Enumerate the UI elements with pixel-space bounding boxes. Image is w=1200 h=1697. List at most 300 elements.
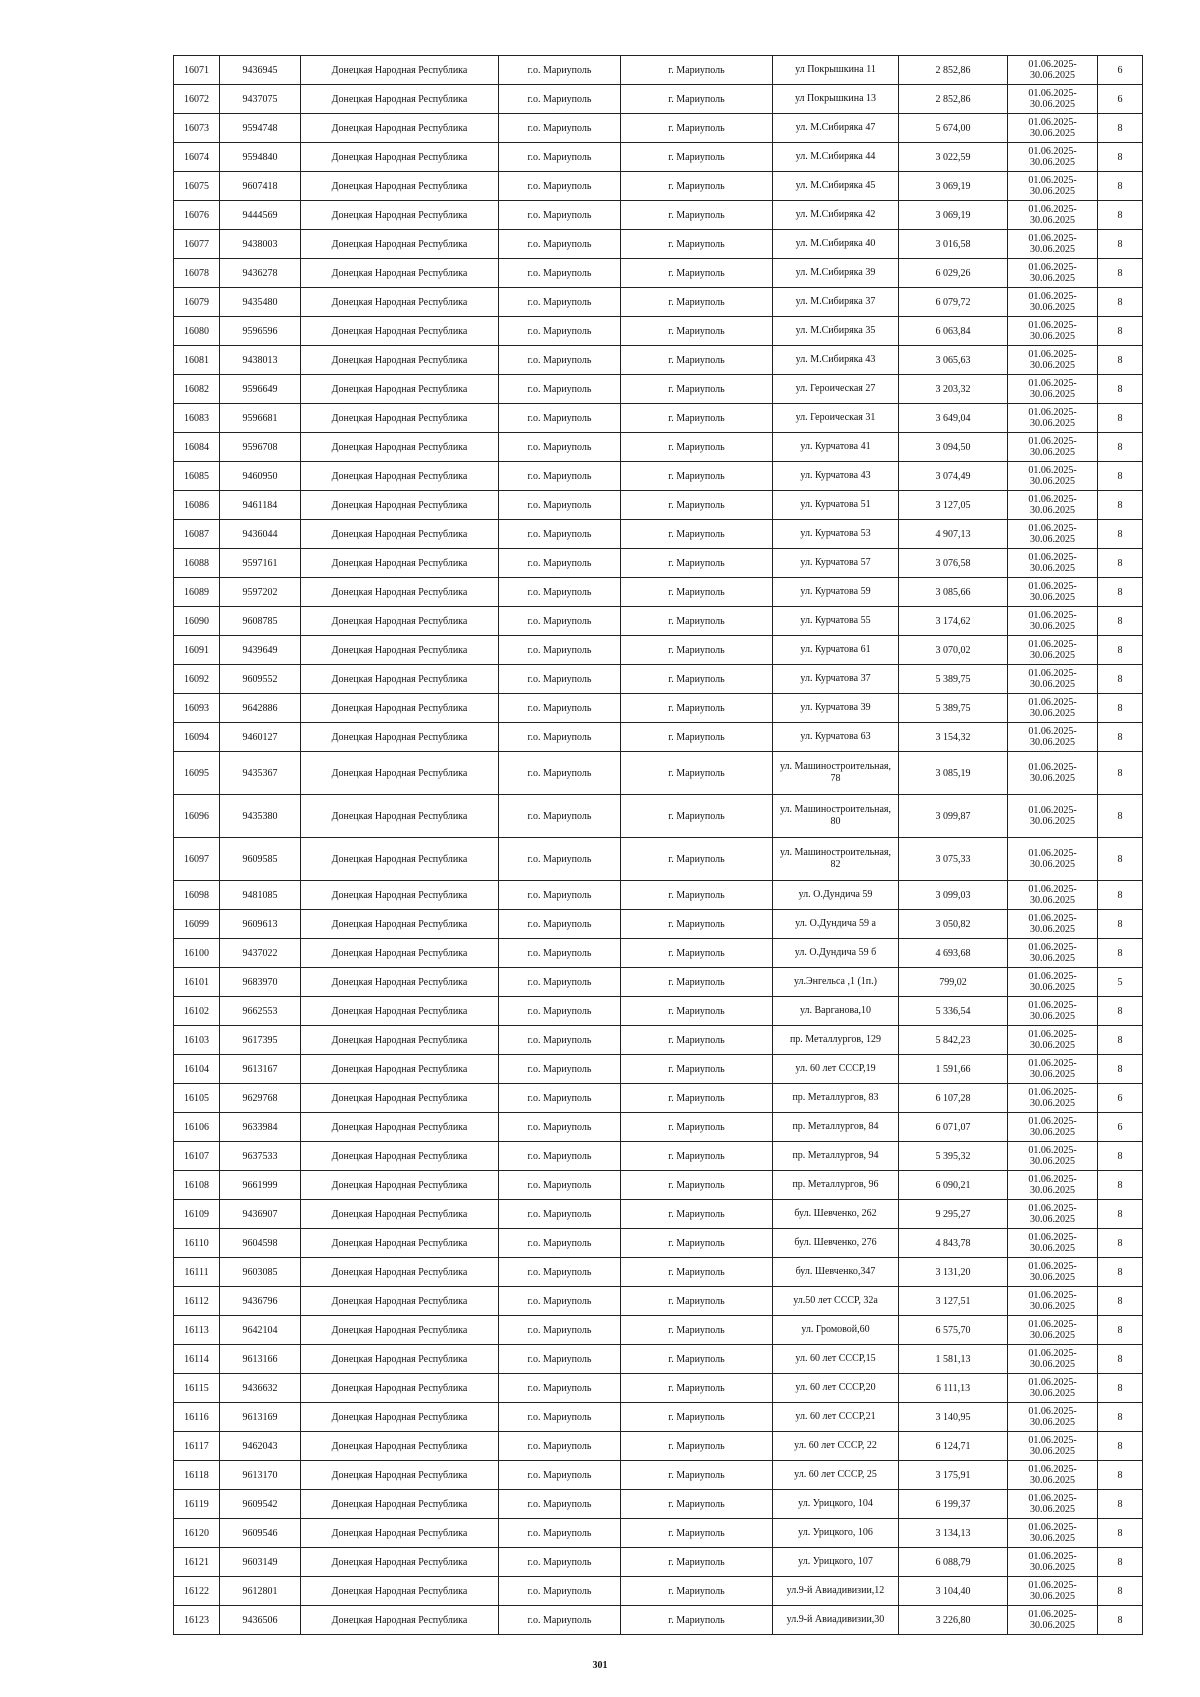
period-cell <box>1008 114 1098 143</box>
row-number: 16072 <box>174 85 220 114</box>
period-cell <box>1008 968 1098 997</box>
address-cell: ул. Курчатова 61 <box>773 636 899 665</box>
period-end: 30.06.2025 <box>1030 534 1075 545</box>
count-cell: 8 <box>1098 404 1143 433</box>
address-cell: пр. Металлургов, 84 <box>773 1113 899 1142</box>
amount-cell: 6 124,71 <box>899 1432 1008 1461</box>
period-start: 01.06.2025- <box>1028 848 1077 859</box>
region-cell: Донецкая Народная Республика <box>301 1026 499 1055</box>
count-cell: 8 <box>1098 1229 1143 1258</box>
account-id: 9439649 <box>220 636 301 665</box>
row-number: 16122 <box>174 1577 220 1606</box>
period-cell <box>1008 230 1098 259</box>
account-id: 9609585 <box>220 838 301 881</box>
region-cell: Донецкая Народная Республика <box>301 172 499 201</box>
count-cell: 8 <box>1098 288 1143 317</box>
amount-cell: 6 029,26 <box>899 259 1008 288</box>
count-cell: 8 <box>1098 997 1143 1026</box>
city-cell: г. Мариуполь <box>621 201 773 230</box>
account-id: 9642104 <box>220 1316 301 1345</box>
region-cell: Донецкая Народная Республика <box>301 881 499 910</box>
count-cell: 8 <box>1098 172 1143 201</box>
count-cell: 8 <box>1098 259 1143 288</box>
period-start: 01.06.2025- <box>1028 1203 1077 1214</box>
table-row <box>174 1374 1143 1403</box>
account-id: 9461184 <box>220 491 301 520</box>
city-cell: г. Мариуполь <box>621 607 773 636</box>
city-cell: г. Мариуполь <box>621 143 773 172</box>
row-number: 16071 <box>174 56 220 85</box>
table-row <box>174 491 1143 520</box>
period-end: 30.06.2025 <box>1030 1272 1075 1283</box>
amount-cell: 3 226,80 <box>899 1606 1008 1635</box>
row-number: 16098 <box>174 881 220 910</box>
district-cell: г.о. Мариуполь <box>499 968 621 997</box>
count-cell: 8 <box>1098 114 1143 143</box>
account-id: 9436945 <box>220 56 301 85</box>
count-cell: 8 <box>1098 795 1143 838</box>
district-cell: г.о. Мариуполь <box>499 795 621 838</box>
count-cell: 6 <box>1098 85 1143 114</box>
period-cell <box>1008 1577 1098 1606</box>
period-end: 30.06.2025 <box>1030 1417 1075 1428</box>
row-number: 16096 <box>174 795 220 838</box>
amount-cell: 3 069,19 <box>899 201 1008 230</box>
region-cell: Донецкая Народная Республика <box>301 433 499 462</box>
district-cell: г.о. Мариуполь <box>499 752 621 795</box>
city-cell: г. Мариуполь <box>621 1606 773 1635</box>
city-cell: г. Мариуполь <box>621 491 773 520</box>
city-cell: г. Мариуполь <box>621 723 773 752</box>
address-cell: ул. Машиностроительная, 82 <box>773 838 899 881</box>
account-id: 9436796 <box>220 1287 301 1316</box>
address-cell: ул. 60 лет СССР, 22 <box>773 1432 899 1461</box>
period-end: 30.06.2025 <box>1030 1591 1075 1602</box>
table-row <box>174 1490 1143 1519</box>
region-cell: Донецкая Народная Республика <box>301 1432 499 1461</box>
period-cell <box>1008 939 1098 968</box>
period-start: 01.06.2025- <box>1028 805 1077 816</box>
address-cell: ул. Курчатова 41 <box>773 433 899 462</box>
period-start: 01.06.2025- <box>1028 88 1077 99</box>
account-id: 9629768 <box>220 1084 301 1113</box>
address-cell: ул. Курчатова 37 <box>773 665 899 694</box>
period-end: 30.06.2025 <box>1030 1156 1075 1167</box>
account-id: 9594840 <box>220 143 301 172</box>
address-cell: бул. Шевченко, 276 <box>773 1229 899 1258</box>
records-table <box>173 55 1143 1635</box>
row-number: 16111 <box>174 1258 220 1287</box>
amount-cell: 6 107,28 <box>899 1084 1008 1113</box>
table-row <box>174 795 1143 838</box>
address-cell: пр. Металлургов, 94 <box>773 1142 899 1171</box>
count-cell: 8 <box>1098 1577 1143 1606</box>
period-start: 01.06.2025- <box>1028 1406 1077 1417</box>
district-cell: г.о. Мариуполь <box>499 230 621 259</box>
district-cell: г.о. Мариуполь <box>499 172 621 201</box>
district-cell: г.о. Мариуполь <box>499 1200 621 1229</box>
amount-cell: 6 090,21 <box>899 1171 1008 1200</box>
table-row <box>174 1548 1143 1577</box>
district-cell: г.о. Мариуполь <box>499 1374 621 1403</box>
district-cell: г.о. Мариуполь <box>499 404 621 433</box>
account-id: 9608785 <box>220 607 301 636</box>
address-cell: ул.50 лет СССР, 32а <box>773 1287 899 1316</box>
address-cell: ул. М.Сибиряка 45 <box>773 172 899 201</box>
city-cell: г. Мариуполь <box>621 462 773 491</box>
period-cell <box>1008 1287 1098 1316</box>
period-end: 30.06.2025 <box>1030 621 1075 632</box>
period-end: 30.06.2025 <box>1030 1388 1075 1399</box>
city-cell: г. Мариуполь <box>621 1519 773 1548</box>
row-number: 16089 <box>174 578 220 607</box>
account-id: 9637533 <box>220 1142 301 1171</box>
period-start: 01.06.2025- <box>1028 1377 1077 1388</box>
district-cell: г.о. Мариуполь <box>499 1577 621 1606</box>
row-number: 16085 <box>174 462 220 491</box>
account-id: 9607418 <box>220 172 301 201</box>
period-start: 01.06.2025- <box>1028 581 1077 592</box>
period-start: 01.06.2025- <box>1028 610 1077 621</box>
account-id: 9436907 <box>220 1200 301 1229</box>
address-cell: ул. О.Дундича 59 б <box>773 939 899 968</box>
period-cell <box>1008 997 1098 1026</box>
period-start: 01.06.2025- <box>1028 762 1077 773</box>
period-start: 01.06.2025- <box>1028 465 1077 476</box>
region-cell: Донецкая Народная Республика <box>301 346 499 375</box>
amount-cell: 6 063,84 <box>899 317 1008 346</box>
district-cell: г.о. Мариуполь <box>499 1142 621 1171</box>
amount-cell: 3 140,95 <box>899 1403 1008 1432</box>
amount-cell: 6 199,37 <box>899 1490 1008 1519</box>
city-cell: г. Мариуполь <box>621 694 773 723</box>
period-cell <box>1008 1548 1098 1577</box>
table-row <box>174 636 1143 665</box>
count-cell: 8 <box>1098 910 1143 939</box>
table-row <box>174 549 1143 578</box>
amount-cell: 5 336,54 <box>899 997 1008 1026</box>
row-number: 16103 <box>174 1026 220 1055</box>
period-start: 01.06.2025- <box>1028 1609 1077 1620</box>
account-id: 9617395 <box>220 1026 301 1055</box>
table-body <box>174 56 1143 1635</box>
account-id: 9437075 <box>220 85 301 114</box>
period-end: 30.06.2025 <box>1030 1446 1075 1457</box>
city-cell: г. Мариуполь <box>621 795 773 838</box>
period-start: 01.06.2025- <box>1028 1464 1077 1475</box>
district-cell: г.о. Мариуполь <box>499 1548 621 1577</box>
row-number: 16108 <box>174 1171 220 1200</box>
district-cell: г.о. Мариуполь <box>499 1084 621 1113</box>
period-cell <box>1008 346 1098 375</box>
region-cell: Донецкая Народная Республика <box>301 1519 499 1548</box>
period-cell <box>1008 375 1098 404</box>
period-cell <box>1008 520 1098 549</box>
table-row <box>174 433 1143 462</box>
table-row <box>174 1287 1143 1316</box>
row-number: 16074 <box>174 143 220 172</box>
period-end: 30.06.2025 <box>1030 186 1075 197</box>
period-cell <box>1008 433 1098 462</box>
city-cell: г. Мариуполь <box>621 1171 773 1200</box>
address-cell: ул. 60 лет СССР,15 <box>773 1345 899 1374</box>
period-cell <box>1008 85 1098 114</box>
account-id: 9683970 <box>220 968 301 997</box>
amount-cell: 3 203,32 <box>899 375 1008 404</box>
account-id: 9438013 <box>220 346 301 375</box>
region-cell: Донецкая Народная Республика <box>301 665 499 694</box>
period-end: 30.06.2025 <box>1030 895 1075 906</box>
count-cell: 8 <box>1098 491 1143 520</box>
period-start: 01.06.2025- <box>1028 59 1077 70</box>
district-cell: г.о. Мариуполь <box>499 838 621 881</box>
period-end: 30.06.2025 <box>1030 215 1075 226</box>
city-cell: г. Мариуполь <box>621 997 773 1026</box>
period-end: 30.06.2025 <box>1030 1069 1075 1080</box>
period-cell <box>1008 1026 1098 1055</box>
city-cell: г. Мариуполь <box>621 1461 773 1490</box>
region-cell: Донецкая Народная Республика <box>301 910 499 939</box>
period-start: 01.06.2025- <box>1028 204 1077 215</box>
city-cell: г. Мариуполь <box>621 838 773 881</box>
amount-cell: 3 649,04 <box>899 404 1008 433</box>
period-end: 30.06.2025 <box>1030 99 1075 110</box>
region-cell: Донецкая Народная Республика <box>301 578 499 607</box>
period-cell <box>1008 172 1098 201</box>
city-cell: г. Мариуполь <box>621 172 773 201</box>
row-number: 16100 <box>174 939 220 968</box>
count-cell: 8 <box>1098 230 1143 259</box>
period-start: 01.06.2025- <box>1028 233 1077 244</box>
period-end: 30.06.2025 <box>1030 1185 1075 1196</box>
region-cell: Донецкая Народная Республика <box>301 1374 499 1403</box>
district-cell: г.о. Мариуполь <box>499 1171 621 1200</box>
period-start: 01.06.2025- <box>1028 291 1077 302</box>
account-id: 9596596 <box>220 317 301 346</box>
account-id: 9661999 <box>220 1171 301 1200</box>
table-row <box>174 201 1143 230</box>
count-cell: 8 <box>1098 939 1143 968</box>
region-cell: Донецкая Народная Республика <box>301 1490 499 1519</box>
city-cell: г. Мариуполь <box>621 1490 773 1519</box>
table-row <box>174 520 1143 549</box>
city-cell: г. Мариуполь <box>621 1403 773 1432</box>
address-cell: ул. 60 лет СССР,19 <box>773 1055 899 1084</box>
period-cell <box>1008 1200 1098 1229</box>
row-number: 16076 <box>174 201 220 230</box>
amount-cell: 3 016,58 <box>899 230 1008 259</box>
count-cell: 8 <box>1098 143 1143 172</box>
row-number: 16114 <box>174 1345 220 1374</box>
amount-cell: 6 079,72 <box>899 288 1008 317</box>
district-cell: г.о. Мариуполь <box>499 143 621 172</box>
period-start: 01.06.2025- <box>1028 1551 1077 1562</box>
period-start: 01.06.2025- <box>1028 552 1077 563</box>
table-row <box>174 1403 1143 1432</box>
amount-cell: 6 071,07 <box>899 1113 1008 1142</box>
period-cell <box>1008 317 1098 346</box>
count-cell: 8 <box>1098 1374 1143 1403</box>
account-id: 9437022 <box>220 939 301 968</box>
count-cell: 8 <box>1098 881 1143 910</box>
city-cell: г. Мариуполь <box>621 881 773 910</box>
amount-cell: 1 581,13 <box>899 1345 1008 1374</box>
period-cell <box>1008 1171 1098 1200</box>
row-number: 16093 <box>174 694 220 723</box>
region-cell: Донецкая Народная Республика <box>301 1345 499 1374</box>
district-cell: г.о. Мариуполь <box>499 491 621 520</box>
period-end: 30.06.2025 <box>1030 1330 1075 1341</box>
district-cell: г.о. Мариуполь <box>499 520 621 549</box>
region-cell: Донецкая Народная Республика <box>301 1548 499 1577</box>
region-cell: Донецкая Народная Республика <box>301 636 499 665</box>
period-end: 30.06.2025 <box>1030 592 1075 603</box>
table-row <box>174 346 1143 375</box>
amount-cell: 4 907,13 <box>899 520 1008 549</box>
table-row <box>174 230 1143 259</box>
count-cell: 8 <box>1098 607 1143 636</box>
city-cell: г. Мариуполь <box>621 549 773 578</box>
period-end: 30.06.2025 <box>1030 1562 1075 1573</box>
period-end: 30.06.2025 <box>1030 859 1075 870</box>
row-number: 16092 <box>174 665 220 694</box>
period-end: 30.06.2025 <box>1030 679 1075 690</box>
period-end: 30.06.2025 <box>1030 389 1075 400</box>
district-cell: г.о. Мариуполь <box>499 881 621 910</box>
address-cell: ул.Энгельса ,1 (1п.) <box>773 968 899 997</box>
period-end: 30.06.2025 <box>1030 476 1075 487</box>
city-cell: г. Мариуполь <box>621 1142 773 1171</box>
district-cell: г.о. Мариуполь <box>499 1490 621 1519</box>
address-cell: ул. 60 лет СССР,21 <box>773 1403 899 1432</box>
address-cell: ул. М.Сибиряка 42 <box>773 201 899 230</box>
account-id: 9662553 <box>220 997 301 1026</box>
period-cell <box>1008 1316 1098 1345</box>
address-cell: ул. Курчатова 63 <box>773 723 899 752</box>
region-cell: Донецкая Народная Республика <box>301 968 499 997</box>
period-end: 30.06.2025 <box>1030 244 1075 255</box>
amount-cell: 6 088,79 <box>899 1548 1008 1577</box>
amount-cell: 6 111,13 <box>899 1374 1008 1403</box>
table-row <box>174 881 1143 910</box>
period-cell <box>1008 1490 1098 1519</box>
count-cell: 8 <box>1098 636 1143 665</box>
period-cell <box>1008 838 1098 881</box>
period-start: 01.06.2025- <box>1028 971 1077 982</box>
period-cell <box>1008 259 1098 288</box>
period-start: 01.06.2025- <box>1028 117 1077 128</box>
row-number: 16123 <box>174 1606 220 1635</box>
table-row <box>174 607 1143 636</box>
district-cell: г.о. Мариуполь <box>499 1113 621 1142</box>
table-row <box>174 1345 1143 1374</box>
district-cell: г.о. Мариуполь <box>499 1403 621 1432</box>
city-cell: г. Мариуполь <box>621 1229 773 1258</box>
period-start: 01.06.2025- <box>1028 1290 1077 1301</box>
region-cell: Донецкая Народная Республика <box>301 56 499 85</box>
account-id: 9481085 <box>220 881 301 910</box>
period-end: 30.06.2025 <box>1030 1098 1075 1109</box>
row-number: 16102 <box>174 997 220 1026</box>
period-cell <box>1008 636 1098 665</box>
period-start: 01.06.2025- <box>1028 378 1077 389</box>
address-cell: ул. М.Сибиряка 39 <box>773 259 899 288</box>
row-number: 16104 <box>174 1055 220 1084</box>
region-cell: Донецкая Народная Республика <box>301 723 499 752</box>
account-id: 9435367 <box>220 752 301 795</box>
city-cell: г. Мариуполь <box>621 346 773 375</box>
amount-cell: 3 085,19 <box>899 752 1008 795</box>
region-cell: Донецкая Народная Республика <box>301 230 499 259</box>
table-row <box>174 56 1143 85</box>
row-number: 16120 <box>174 1519 220 1548</box>
period-cell <box>1008 1606 1098 1635</box>
period-end: 30.06.2025 <box>1030 331 1075 342</box>
amount-cell: 3 076,58 <box>899 549 1008 578</box>
row-number: 16079 <box>174 288 220 317</box>
table-row <box>174 939 1143 968</box>
account-id: 9436632 <box>220 1374 301 1403</box>
period-cell <box>1008 462 1098 491</box>
account-id: 9613167 <box>220 1055 301 1084</box>
row-number: 16082 <box>174 375 220 404</box>
count-cell: 8 <box>1098 1171 1143 1200</box>
period-cell <box>1008 549 1098 578</box>
address-cell: ул. Варганова,10 <box>773 997 899 1026</box>
account-id: 9460950 <box>220 462 301 491</box>
amount-cell: 3 022,59 <box>899 143 1008 172</box>
district-cell: г.о. Мариуполь <box>499 910 621 939</box>
table-row <box>174 752 1143 795</box>
region-cell: Донецкая Народная Республика <box>301 143 499 172</box>
period-start: 01.06.2025- <box>1028 913 1077 924</box>
row-number: 16115 <box>174 1374 220 1403</box>
period-end: 30.06.2025 <box>1030 1533 1075 1544</box>
region-cell: Донецкая Народная Республика <box>301 491 499 520</box>
city-cell: г. Мариуполь <box>621 636 773 665</box>
row-number: 16073 <box>174 114 220 143</box>
count-cell: 6 <box>1098 56 1143 85</box>
period-cell <box>1008 1142 1098 1171</box>
period-cell <box>1008 910 1098 939</box>
amount-cell: 2 852,86 <box>899 56 1008 85</box>
row-number: 16097 <box>174 838 220 881</box>
address-cell: ул. Курчатова 57 <box>773 549 899 578</box>
period-end: 30.06.2025 <box>1030 157 1075 168</box>
account-id: 9613166 <box>220 1345 301 1374</box>
table-row <box>174 578 1143 607</box>
period-start: 01.06.2025- <box>1028 1348 1077 1359</box>
count-cell: 8 <box>1098 1519 1143 1548</box>
region-cell: Донецкая Народная Республика <box>301 317 499 346</box>
address-cell: ул. Урицкого, 104 <box>773 1490 899 1519</box>
amount-cell: 3 065,63 <box>899 346 1008 375</box>
account-id: 9596649 <box>220 375 301 404</box>
district-cell: г.о. Мариуполь <box>499 578 621 607</box>
count-cell: 8 <box>1098 1548 1143 1577</box>
table-row <box>174 462 1143 491</box>
count-cell: 8 <box>1098 665 1143 694</box>
district-cell: г.о. Мариуполь <box>499 939 621 968</box>
city-cell: г. Мариуполь <box>621 1113 773 1142</box>
region-cell: Донецкая Народная Республика <box>301 1084 499 1113</box>
region-cell: Донецкая Народная Республика <box>301 549 499 578</box>
account-id: 9435380 <box>220 795 301 838</box>
table-row <box>174 665 1143 694</box>
count-cell: 8 <box>1098 433 1143 462</box>
address-cell: ул. М.Сибиряка 37 <box>773 288 899 317</box>
period-start: 01.06.2025- <box>1028 1522 1077 1533</box>
